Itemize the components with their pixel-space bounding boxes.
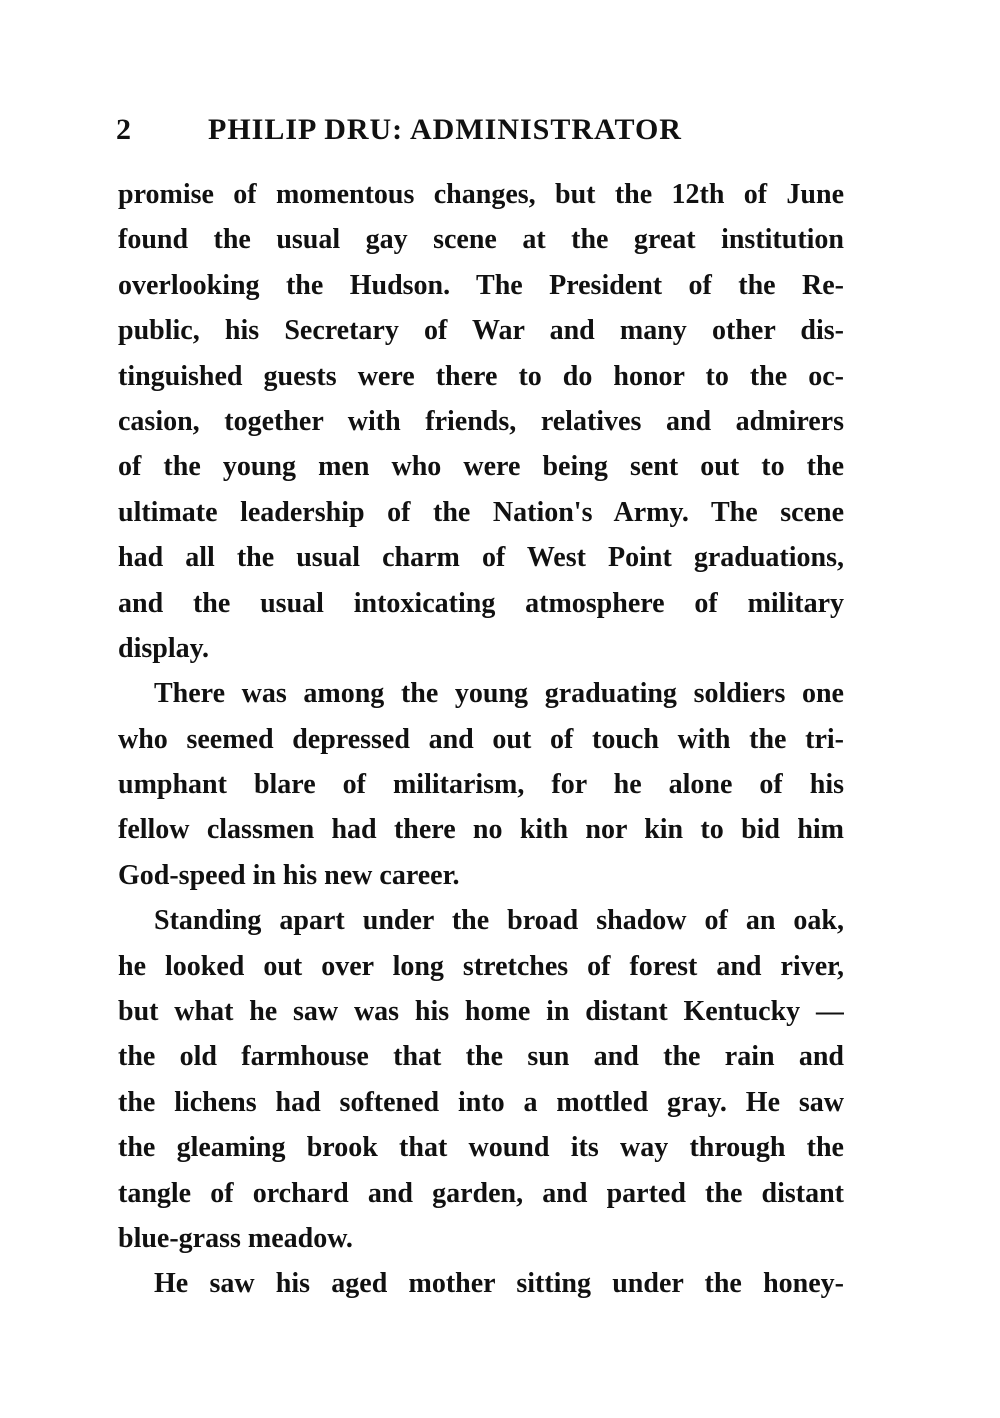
paragraph: [118, 671, 844, 898]
text-line: There was among the young graduating soldiers one: [154, 678, 844, 710]
text-line: he looked out over long stretches of forest and river,: [118, 950, 844, 982]
text-line: and the usual intoxicating atmosphere of military: [118, 587, 844, 619]
text-line: who seemed depressed and out of touch with the tri-: [118, 723, 844, 755]
text-line: the gleaming brook that wound its way through the: [118, 1132, 844, 1164]
text-line: He saw his aged mother sitting under the honey-: [154, 1268, 844, 1300]
running-head: PHILIP DRU: ADMINISTRATOR: [208, 113, 682, 146]
text-line: promise of momentous changes, but the 12th of June: [118, 179, 844, 210]
text-line: found the usual gay scene at the great institution: [118, 224, 844, 256]
text-line: the old farmhouse that the sun and the rain and: [118, 1041, 844, 1073]
text-line: of the young men who were being sent out to the: [118, 451, 844, 483]
text-line: God-speed in his new career.: [118, 859, 460, 891]
text-line: Standing apart under the broad shadow of an oak,: [154, 905, 844, 937]
text-line: fellow classmen had there no kith nor kin to bid him: [118, 814, 844, 846]
body-text: [118, 172, 844, 1307]
text-line: had all the usual charm of West Point graduations,: [118, 542, 844, 574]
text-line: overlooking the Hudson. The President of the Re-: [118, 269, 844, 301]
text-line: display.: [118, 632, 210, 664]
paragraph: [118, 1261, 844, 1306]
text-line: casion, together with friends, relatives and admirers: [118, 405, 844, 437]
text-line: blue-grass meadow.: [118, 1222, 353, 1254]
text-line: tinguished guests were there to do honor to the oc-: [118, 360, 844, 392]
page-header: [116, 106, 856, 154]
text-line: ultimate leadership of the Nation's Army. The scene: [118, 496, 844, 528]
text-line: tangle of orchard and garden, and parted the distant: [118, 1177, 844, 1209]
page-number: 2: [116, 113, 132, 146]
paragraph: [118, 898, 844, 1261]
text-line: but what he saw was his home in distant Kentucky —: [118, 996, 844, 1028]
text-line: umphant blare of militarism, for he alone of his: [118, 769, 844, 801]
text-line: the lichens had softened into a mottled gray. He saw: [118, 1086, 844, 1118]
text-line: public, his Secretary of War and many other dis-: [118, 315, 844, 347]
paragraph: [118, 172, 844, 671]
